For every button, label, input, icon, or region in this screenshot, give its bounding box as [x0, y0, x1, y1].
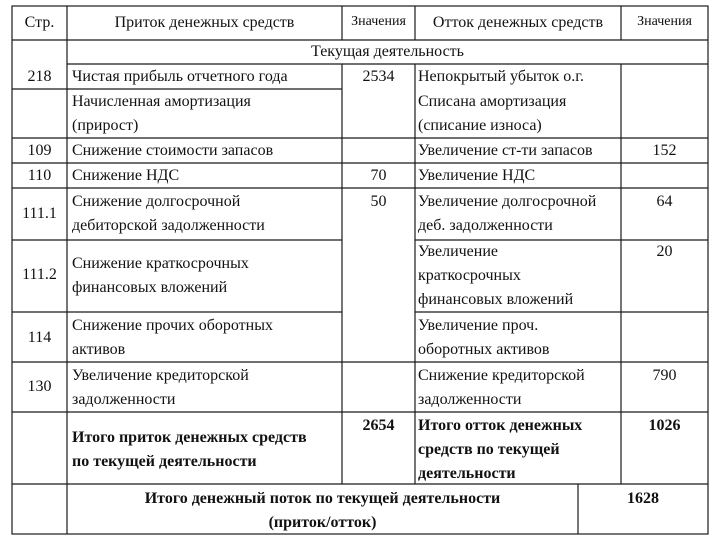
- net-flow-label-cont: (приток/отток): [268, 514, 377, 531]
- row-outflow-value: 790: [652, 367, 677, 384]
- row-outflow-label: Увеличение долгосрочной: [418, 193, 597, 210]
- row-inflow-label-cont: задолженности: [72, 391, 176, 408]
- total-outflow-label-cont: средств по текущей: [418, 441, 560, 458]
- row-inflow-label: Снижение краткосрочных: [72, 255, 249, 272]
- total-outflow-label: Итого отток денежных: [418, 417, 583, 434]
- header-col-in-value: Значения: [351, 14, 406, 29]
- header-col-num: Стр.: [24, 14, 55, 31]
- row-outflow-label: Увеличение ст-ти запасов: [418, 142, 593, 159]
- net-flow-value: 1628: [627, 490, 659, 507]
- row-inflow-label: Снижение прочих оборотных: [72, 317, 273, 334]
- row-inflow-label: Начисленная амортизация: [72, 93, 251, 110]
- total-outflow-value: 1026: [648, 417, 681, 434]
- row-num: 111.2: [22, 266, 57, 283]
- row-outflow-label: Непокрытый убыток о.г.: [418, 68, 585, 85]
- row-outflow-label: Увеличение НДС: [418, 167, 536, 184]
- section-title: Текущая деятельность: [311, 43, 464, 60]
- row-num: 114: [27, 329, 52, 346]
- header-col-outflow: Отток денежных средств: [432, 14, 604, 31]
- row-num: 109: [27, 142, 52, 159]
- row-outflow-label-cont: краткосрочных: [418, 267, 521, 284]
- row-inflow-label: Снижение долгосрочной: [72, 193, 241, 210]
- row-outflow-label-cont: деб. задолженности: [418, 217, 553, 234]
- row-outflow-label: Снижение кредиторской: [418, 367, 585, 384]
- row-inflow-label: Увеличение кредиторской: [72, 367, 249, 384]
- row-inflow-label: Снижение НДС: [72, 167, 180, 184]
- row-num: 130: [27, 378, 52, 395]
- row-num: 111.1: [22, 205, 57, 222]
- row-inflow-value: 70: [370, 167, 387, 184]
- header-col-inflow: Приток денежных средств: [114, 14, 295, 31]
- total-inflow-value: 2654: [362, 417, 395, 434]
- row-outflow-value: 152: [652, 142, 677, 159]
- row-inflow-label-cont: (прирост): [72, 117, 139, 134]
- row-outflow-label: Списана амортизация: [418, 93, 567, 110]
- row-outflow-label: Увеличение: [418, 243, 499, 260]
- row-outflow-label-cont: финансовых вложений: [418, 291, 574, 308]
- row-num: 110: [27, 167, 52, 184]
- row-outflow-label-cont: оборотных активов: [418, 341, 550, 358]
- total-outflow-label-cont: деятельности: [418, 465, 516, 482]
- row-inflow-label-cont: дебиторской задолженности: [72, 217, 265, 234]
- total-inflow-label-cont: по текущей деятельности: [72, 453, 257, 470]
- row-outflow-label: Увеличение проч.: [418, 317, 539, 334]
- row-inflow-value: 50: [370, 193, 387, 210]
- row-inflow-label: Чистая прибыль отчетного года: [72, 68, 288, 85]
- row-outflow-value: 64: [656, 193, 673, 210]
- header-col-out-value: Значения: [637, 14, 692, 29]
- row-num: 218: [27, 68, 52, 85]
- row-inflow-label-cont: финансовых вложений: [72, 279, 228, 296]
- net-flow-label: Итого денежный поток по текущей деятельности: [144, 490, 501, 507]
- row-inflow-label: Снижение стоимости запасов: [72, 142, 274, 159]
- total-inflow-label: Итого приток денежных средств: [72, 429, 307, 446]
- row-inflow-label-cont: активов: [72, 341, 126, 358]
- row-outflow-label-cont: задолженности: [418, 391, 522, 408]
- row-outflow-label-cont: (списание износа): [418, 117, 542, 134]
- row-outflow-value: 20: [656, 243, 673, 260]
- row-inflow-value: 2534: [362, 68, 395, 85]
